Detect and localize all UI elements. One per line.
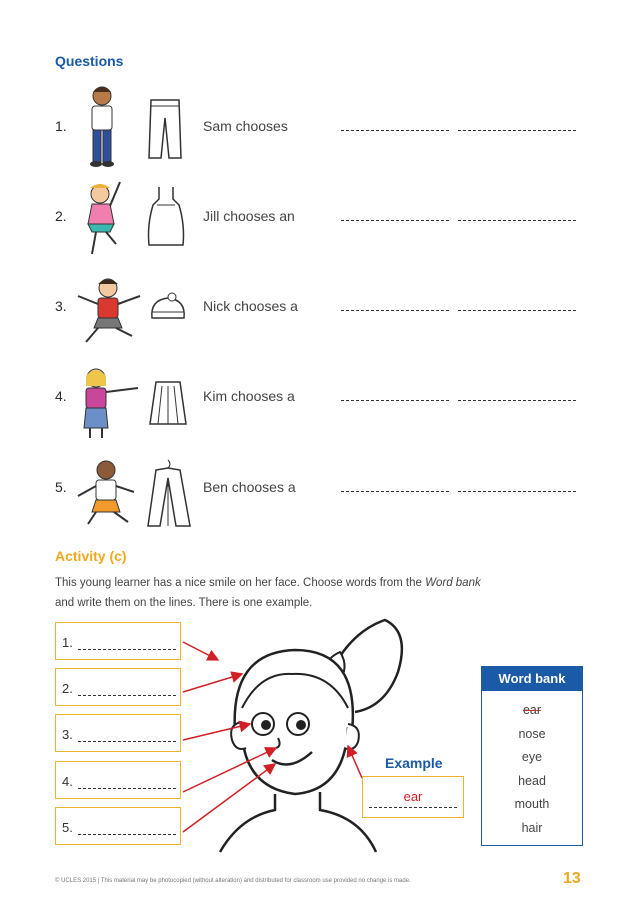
answer-box-number: 4.: [62, 774, 73, 789]
question-text: Kim chooses a: [203, 388, 295, 404]
word-bank-item: hair: [521, 820, 543, 835]
skirt-icon: [148, 380, 188, 426]
instruction-text: and write them on the lines. There is one example.: [55, 597, 313, 609]
footer-copyright: © UCLES 2015 | This material may be photocopied (without alteration) and distributed for classroom use provided no change is made.: [55, 878, 411, 884]
answer-line[interactable]: [341, 310, 449, 311]
dress-icon: [145, 185, 187, 249]
trousers-icon: [147, 98, 183, 160]
girl-kim-illustration: [78, 364, 142, 440]
girl-jill-illustration: [80, 178, 124, 260]
word-bank-item: head: [518, 773, 546, 788]
answer-box-number: 2.: [62, 681, 73, 696]
word-bank-item: eye: [521, 750, 543, 764]
jacket-icon: [146, 458, 192, 528]
example-line: [369, 807, 457, 808]
answer-line[interactable]: [458, 310, 576, 311]
answer-box-number: 5.: [62, 820, 73, 835]
questions-heading: Questions: [55, 53, 124, 69]
word-bank: [481, 666, 583, 846]
activity-heading: Activity (c): [55, 548, 127, 564]
word-bank-title: Word bank: [482, 667, 582, 691]
answer-box[interactable]: [55, 807, 181, 845]
word-bank-item: mouth: [514, 797, 550, 811]
question-number: 3.: [55, 298, 67, 314]
answer-line[interactable]: [341, 130, 449, 131]
activity-instructions: [55, 573, 575, 613]
answer-line[interactable]: [458, 400, 576, 401]
question-text: Nick chooses a: [203, 298, 298, 314]
answer-line[interactable]: [341, 220, 449, 221]
instruction-word-bank-ref: Word bank: [425, 577, 481, 589]
answer-box-number: 3.: [62, 727, 73, 742]
example-answer: ear: [403, 789, 423, 804]
boy-sam-illustration: [78, 82, 126, 168]
answer-box[interactable]: [55, 622, 181, 660]
answer-box-line[interactable]: [78, 649, 176, 650]
answer-line[interactable]: [458, 220, 576, 221]
boy-ben-illustration: [74, 458, 136, 528]
question-text: Jill chooses an: [203, 208, 295, 224]
question-number: 4.: [55, 388, 67, 404]
hat-icon: [148, 292, 188, 322]
example-label: Example: [385, 755, 443, 771]
boy-nick-illustration: [76, 274, 142, 348]
answer-line[interactable]: [458, 130, 576, 131]
answer-box[interactable]: [55, 761, 181, 799]
answer-line[interactable]: [341, 400, 449, 401]
answer-box-number: 1.: [62, 635, 73, 650]
question-text: Ben chooses a: [203, 479, 296, 495]
girl-face-illustration: [180, 612, 450, 862]
answer-box-line[interactable]: [78, 788, 176, 789]
instruction-text: This young learner has a nice smile on her face. Choose words from the: [55, 577, 426, 589]
answer-box[interactable]: [55, 668, 181, 706]
answer-box-line[interactable]: [78, 741, 176, 742]
question-number: 2.: [55, 208, 67, 224]
answer-line[interactable]: [341, 491, 449, 492]
example-box: [362, 776, 464, 818]
answer-line[interactable]: [458, 491, 576, 492]
question-text: Sam chooses: [203, 118, 288, 134]
word-bank-item: ear: [522, 703, 542, 717]
word-bank-item: nose: [518, 726, 546, 741]
answer-box-line[interactable]: [78, 834, 176, 835]
answer-box-line[interactable]: [78, 695, 176, 696]
question-number: 1.: [55, 118, 67, 134]
page-number: 13: [563, 870, 581, 887]
answer-box[interactable]: [55, 714, 181, 752]
question-number: 5.: [55, 479, 67, 495]
